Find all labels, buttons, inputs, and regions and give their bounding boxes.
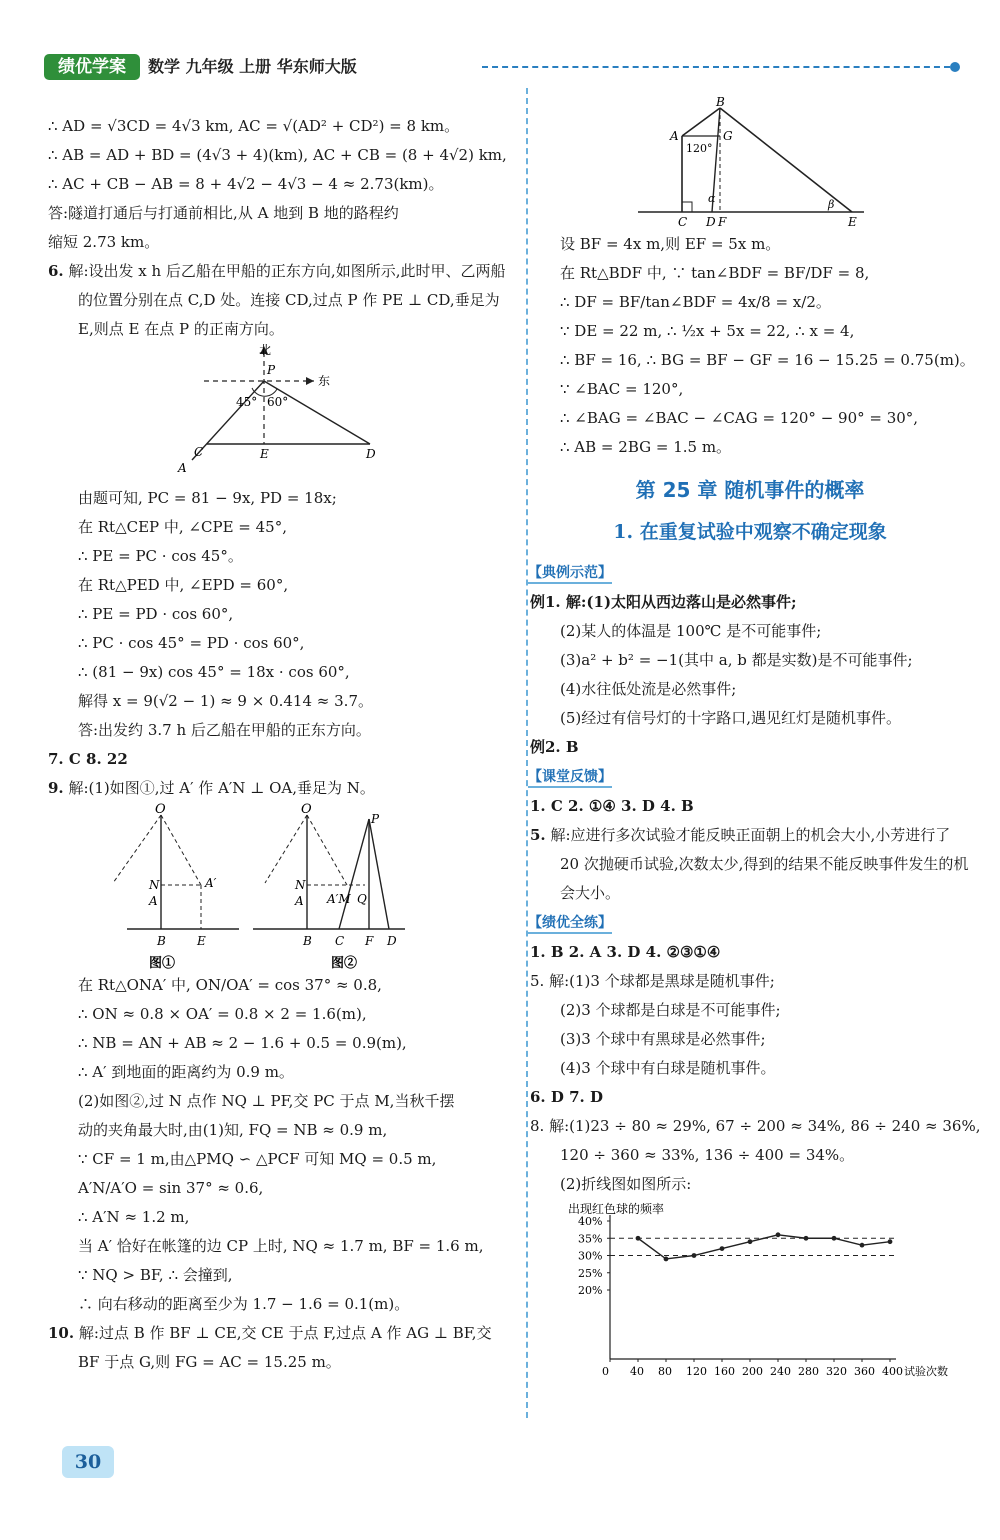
y-tick-label: 20% [578,1284,603,1297]
solution-line: ∵ NQ > BF, ∴ 会撞到, [78,1266,233,1284]
solution-line: A′N/A′O = sin 37° ≈ 0.6, [78,1179,264,1197]
x-tick-label: 160 [714,1365,735,1378]
solution-line: 由题可知, PC = 81 − 9x, PD = 18x; [78,489,337,507]
fig1-b: B [157,934,166,948]
fig10-a: A [670,129,679,143]
fig1-caption: 图① [149,956,176,971]
fig2-p: P [371,812,380,826]
solution-line: ∴ NB = AN + AB ≈ 2 − 1.6 + 0.5 = 0.9(m), [78,1034,407,1052]
solution-line: 设 BF = 4x m,则 EF = 5x m。 [560,235,781,253]
solution-line: ∴ DF = BF/tan∠BDF = 4x/8 = x/2。 [560,293,831,311]
answer-line: 5. 解:(1)3 个球都是黑球是随机事件; [530,972,775,990]
question-text: 解:(1)如图①,过 A′ 作 A′N ⊥ OA,垂足为 N。 [68,779,375,797]
page-header [44,54,960,80]
frequency-line-chart [548,1199,948,1395]
question-10 [48,1319,510,1377]
answer-line: (4)3 个球中有白球是随机事件。 [560,1059,776,1077]
label-p: P [267,363,276,377]
figure-swing [69,803,489,971]
data-point [692,1253,697,1258]
solution-line: ∵ ∠BAC = 120°, [560,380,684,398]
example-line: 例2. B [530,738,579,756]
label-east: 东 [318,374,331,388]
angle-45: 45° [236,395,258,409]
question-5 [530,821,970,908]
data-point [860,1243,865,1248]
label-e: E [260,447,269,461]
chart-x-label: 试验次数 [904,1365,948,1378]
fig10-alpha: α [708,192,716,205]
answer-line: ∴ AC + CB − AB = 8 + 4√2 − 4√3 − 4 ≈ 2.73(km)。 [48,175,444,193]
solution-line: ∴ AB = 2BG = 1.5 m。 [560,438,732,456]
answer-line: ∴ AB = AD + BD = (4√3 + 4)(km), AC + CB = (8 + 4√2) km, [48,146,507,164]
solution-line: ∵ DE = 22 m, ∴ ½x + 5x = 22, ∴ x = 4, [560,322,855,340]
example-line: (4)水往低处流是必然事件; [560,680,737,698]
data-point [832,1236,837,1241]
fig10-b: B [716,95,725,109]
answer-line: (2)3 个球都是白球是不可能事件; [560,1001,781,1019]
solution-line: ∴ ∠BAG = ∠BAC − ∠CAG = 120° − 90° = 30°, [560,409,919,427]
chapter-title: 第 25 章 随机事件的概率 [635,478,865,502]
x-tick-label: 40 [630,1365,644,1378]
solution-line: ∴ BF = 16, ∴ BG = BF − GF = 16 − 15.25 = 0.75(m)。 [560,351,975,369]
data-point [636,1236,641,1241]
answer-line: ∴ AD = √3CD = 4√3 km, AC = √(AD² + CD²) = 8 km。 [48,117,460,135]
example-line: 例1. 解:(1)太阳从西边落山是必然事件; [530,593,797,611]
solution-line: 在 Rt△BDF 中, ∵ tan∠BDF = BF/DF = 8, [560,264,870,282]
answer-line: 缩短 2.73 km。 [48,233,160,251]
x-tick-label: 400 [882,1365,903,1378]
solution-line: ∵ CF = 1 m,由△PMQ ∽ △PCF 可知 MQ = 0.5 m, [78,1150,437,1168]
fig2-n: N [295,878,306,892]
fig1-e: E [197,934,206,948]
fig10-beta: β [828,198,835,211]
answer-line: 答:隧道打通后与打通前相比,从 A 地到 B 地的路程约 [48,204,399,222]
label-c: C [194,445,204,459]
figure-slope [630,94,870,230]
answer-line: 120 ÷ 360 ≈ 33%, 136 ÷ 400 = 34%。 [560,1146,855,1164]
section-title: 1. 在重复试验中观察不确定现象 [613,521,887,543]
fig1-n: N [149,878,160,892]
y-tick-label: 35% [578,1232,603,1246]
question-number: 9. [48,779,64,797]
solution-line: 当 A′ 恰好在帐篷的边 CP 上时, NQ ≈ 1.7 m, BF = 1.6 m, [78,1237,484,1255]
question-number: 10. [48,1324,75,1342]
fig2-q: Q [357,892,367,906]
fig1-a-prime: A′ [205,876,217,890]
question-text: 解:应进行多次试验才能反映正面朝上的机会大小,小芳进行了 20 次抛硬币试验,次数太少,得到的结果不能反映事件发生的机会大小。 [550,826,969,902]
data-point [664,1257,669,1262]
label-north: 北 [259,344,272,357]
x-tick-label: 0 [602,1365,609,1378]
answer-line: (3)3 个球中有黑球是必然事件; [560,1030,766,1048]
solution-line: ∴ (81 − 9x) cos 45° = 18x · cos 60°, [78,663,350,681]
brand-logo: 绩优学案 [44,54,140,80]
fig2-f: F [365,934,374,948]
header-divider [482,66,950,68]
question-6 [48,257,510,344]
fig10-e: E [848,215,857,229]
data-point [776,1232,781,1237]
x-tick-label: 120 [686,1365,707,1378]
x-tick-label: 280 [798,1365,819,1378]
solution-line: ∴ PC · cos 45° = PD · cos 60°, [78,634,305,652]
data-point [804,1236,809,1241]
page-number: 30 [62,1446,114,1478]
x-tick-label: 80 [658,1365,672,1378]
answer-line: (2)折线图如图所示: [560,1175,692,1193]
solution-line: (2)如图②,过 N 点作 NQ ⊥ PF,交 PC 于点 M,当秋千摆 [78,1092,455,1110]
right-column [528,94,981,1395]
question-text: 解:过点 B 作 BF ⊥ CE,交 CE 于点 F,过点 A 作 AG ⊥ BF,交 BF 于点 G,则 FG = AC = 15.25 m。 [78,1324,492,1371]
section-tag-feedback: 【课堂反馈】 [528,766,612,788]
fig2-a: A [295,894,304,908]
label-a: A [178,461,187,475]
fig2-b: B [303,934,312,948]
solution-line: 答:出发约 3.7 h 后乙船在甲船的正东方向。 [78,721,371,739]
solution-line: ∴ PE = PD · cos 60°, [78,605,234,623]
fig2-c: C [335,934,345,948]
x-tick-label: 200 [742,1365,763,1378]
question-number: 5. [530,826,546,844]
fig10-g: G [723,129,733,143]
header-dot [950,62,960,72]
solution-line: 动的夹角最大时,由(1)知, FQ = NB ≈ 0.9 m, [78,1121,388,1139]
solution-line: ∴ A′ 到地面的距离约为 0.9 m。 [78,1063,294,1081]
chart-title: 出现红色球的频率 [568,1202,665,1216]
fig2-caption: 图② [331,956,358,971]
data-point [748,1239,753,1244]
left-column [48,112,510,1377]
example-line: (3)a² + b² = −1(其中 a, b 都是实数)是不可能事件; [560,651,913,669]
y-tick-label: 40% [578,1215,603,1228]
solution-line: 在 Rt△ONA′ 中, ON/OA′ = cos 37° ≈ 0.8, [78,976,382,994]
y-tick-label: 30% [578,1249,603,1263]
answers-line: 6. D 7. D [530,1088,604,1106]
fig10-angle: 120° [686,142,713,155]
section-tag-examples: 【典例示范】 [528,562,612,584]
solution-line: 在 Rt△CEP 中, ∠CPE = 45°, [78,518,287,536]
x-tick-label: 240 [770,1365,791,1378]
fig10-f: F [718,215,727,229]
question-number: 6. [48,262,64,280]
book-subtitle: 数学 九年级 上册 华东师大版 [148,57,357,76]
solution-line: ∴ ON ≈ 0.8 × OA′ = 0.8 × 2 = 1.6(m), [78,1005,367,1023]
column-divider [526,88,528,1418]
fig10-d: D [706,215,716,229]
fig1-a: A [149,894,158,908]
x-tick-label: 360 [854,1365,875,1378]
fig2-a-prime-m: A′M [327,892,351,906]
y-tick-label: 25% [578,1266,603,1280]
solution-line: ∴ 向右移动的距离至少为 1.7 − 1.6 = 0.1(m)。 [78,1295,410,1313]
figure-ships [164,344,394,484]
angle-60: 60° [267,395,289,409]
section-tag-practice: 【绩优全练】 [528,912,612,934]
fig1-o: O [155,803,166,817]
data-point [720,1246,725,1251]
question-9 [48,774,510,803]
example-line: (5)经过有信号灯的十字路口,遇见红灯是随机事件。 [560,709,902,727]
label-d: D [366,447,376,461]
solution-line: 解得 x = 9(√2 − 1) ≈ 9 × 0.414 ≈ 3.7。 [78,692,373,710]
answers-line: 1. C 2. ①④ 3. D 4. B [530,797,694,815]
fig10-c: C [678,215,688,229]
fig2-d: D [387,934,397,948]
answers-7-8: 7. C 8. 22 [48,750,128,768]
data-point [888,1239,893,1244]
solution-line: ∴ A′N ≈ 1.2 m, [78,1208,190,1226]
fig2-o: O [301,803,312,817]
answers-line: 1. B 2. A 3. D 4. ②③①④ [530,943,721,961]
solution-line: 在 Rt△PED 中, ∠EPD = 60°, [78,576,289,594]
x-tick-label: 320 [826,1365,847,1378]
question-text: 解:设出发 x h 后乙船在甲船的正东方向,如图所示,此时甲、乙两船的位置分别在点 C,D 处。连接 CD,过点 P 作 PE ⊥ CD,垂足为 E,则点 E 在点 P 的正南方向。 [68,262,506,338]
answer-line: 8. 解:(1)23 ÷ 80 ≈ 29%, 67 ÷ 200 ≈ 34%, 86 ÷ 240 ≈ 36%, [530,1117,981,1135]
solution-line: ∴ PE = PC · cos 45°。 [78,547,243,565]
example-line: (2)某人的体温是 100℃ 是不可能事件; [560,622,822,640]
